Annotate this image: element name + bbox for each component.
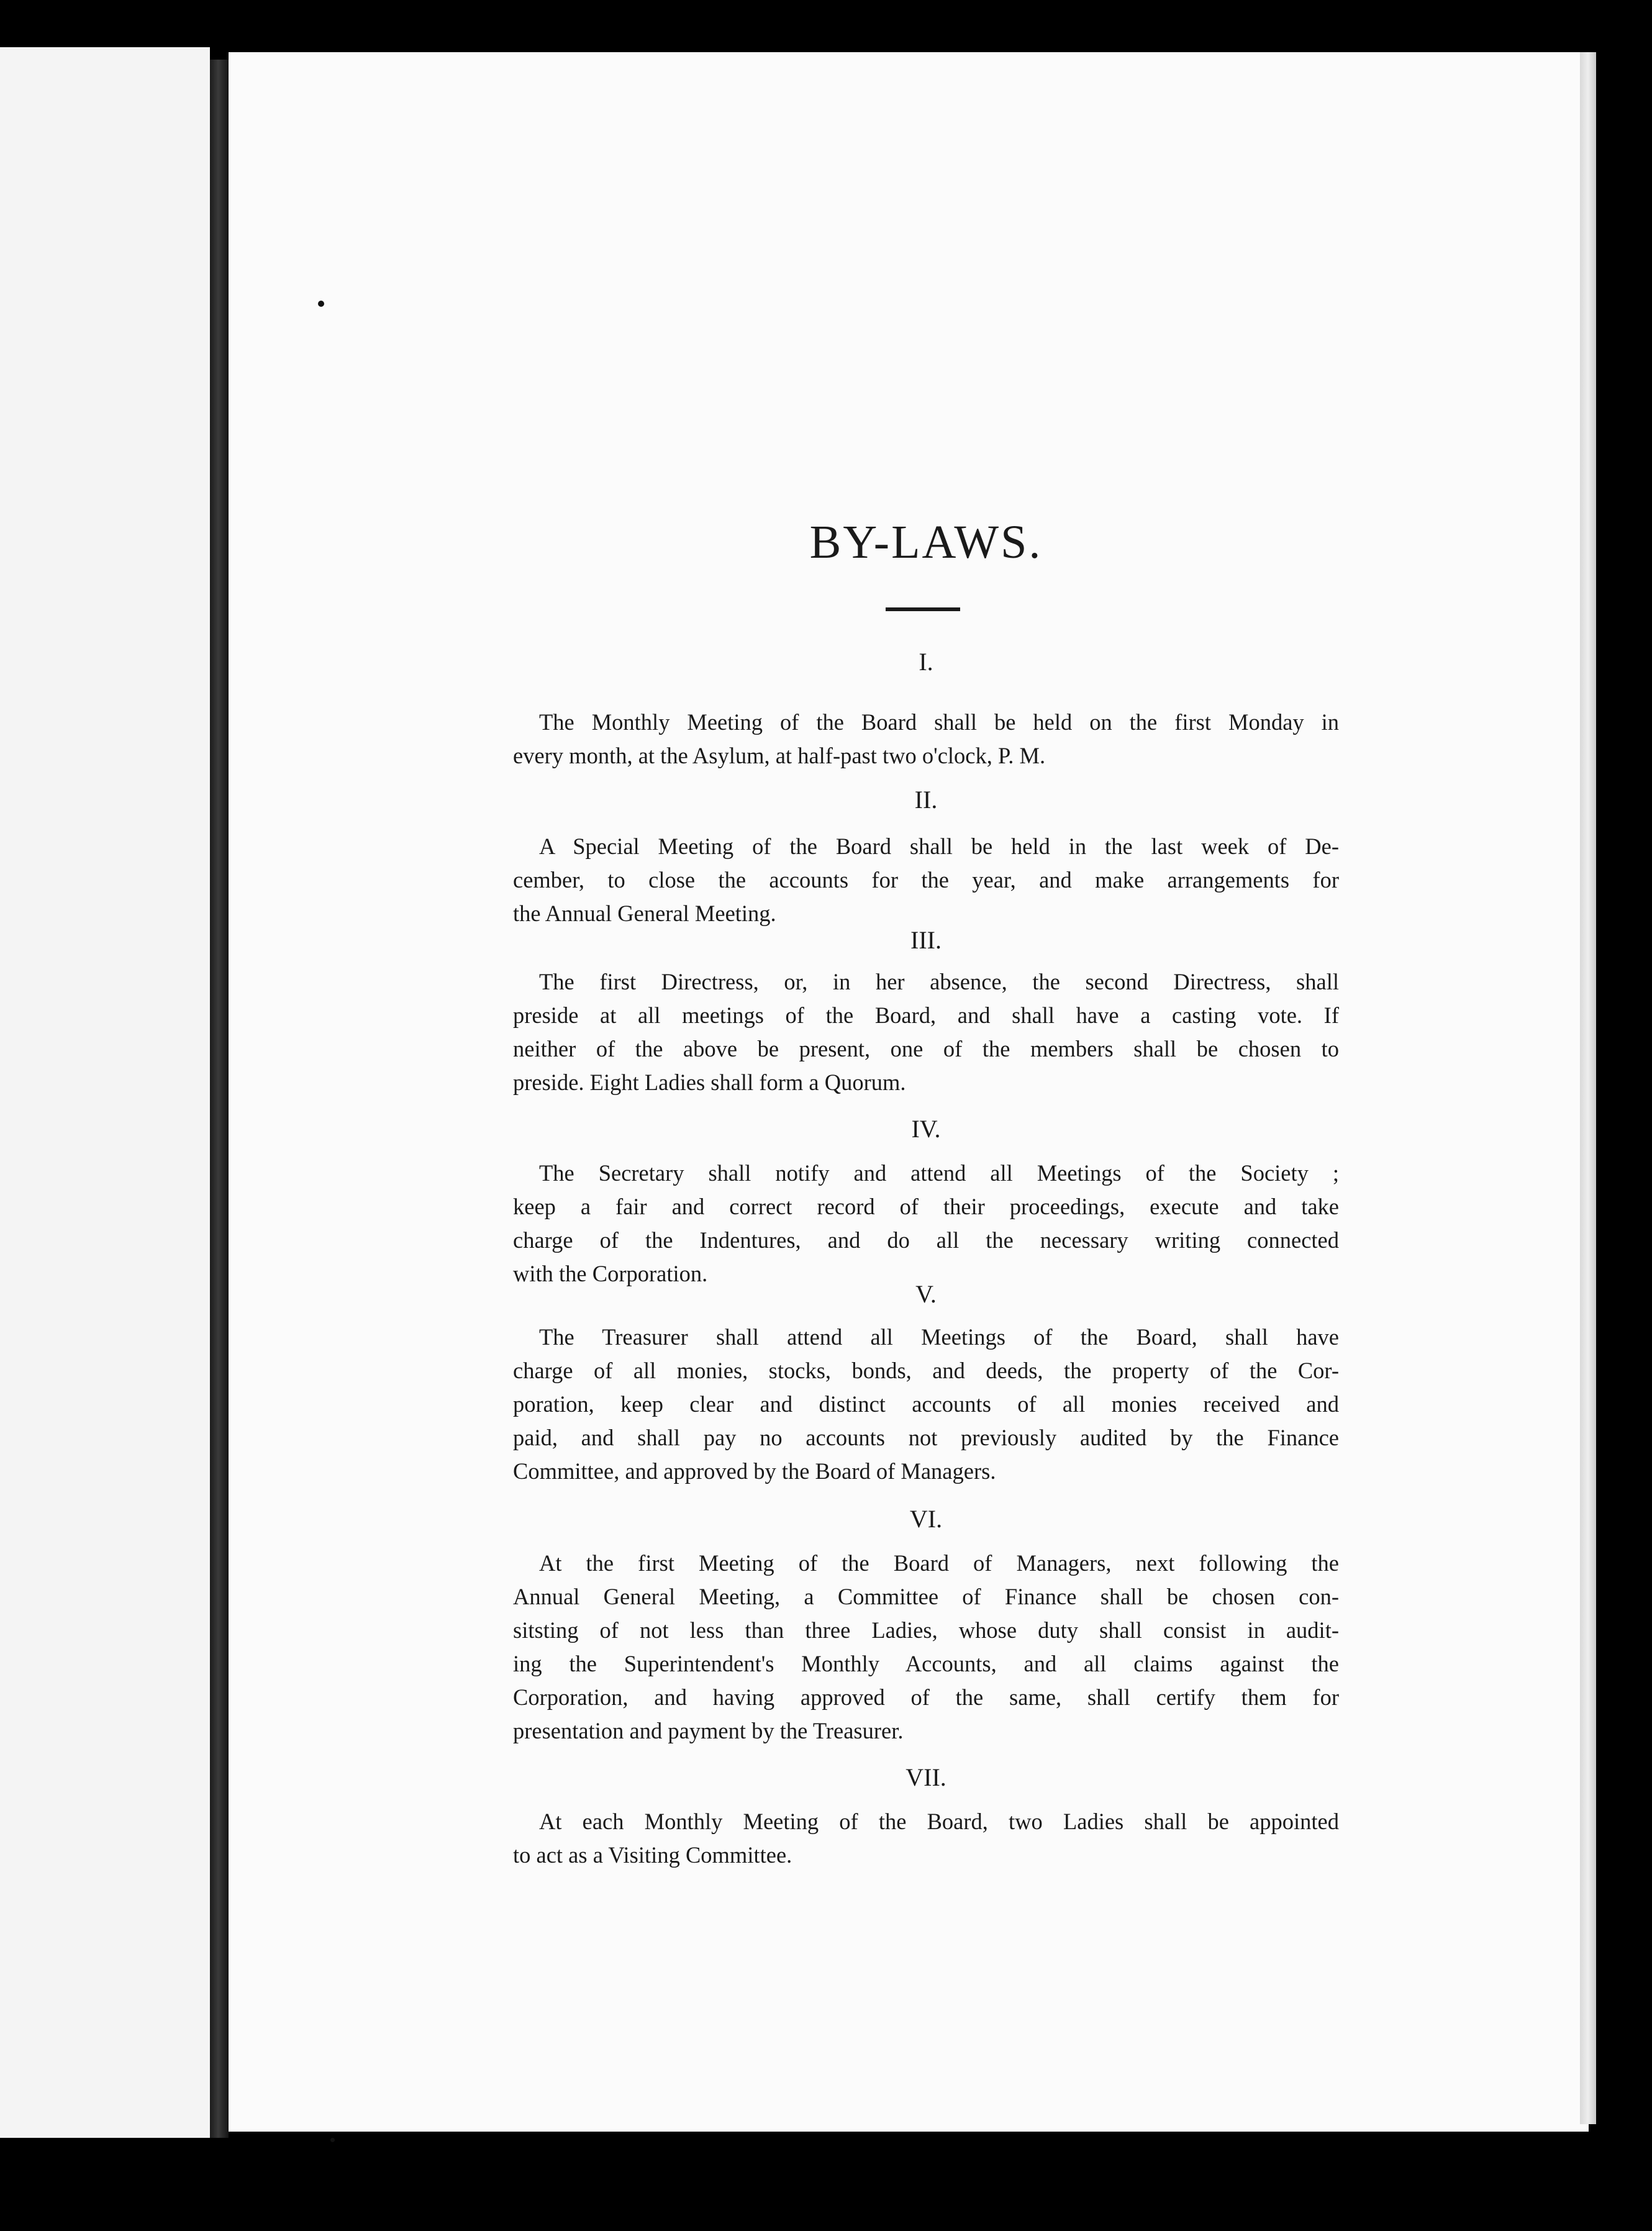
article-text: [513, 1805, 1339, 1872]
text-line: The Treasurer shall attend all Meetings of the Board, shall have: [539, 1324, 1339, 1350]
article-text: [513, 965, 1339, 1099]
text-line: presentation and payment by the Treasurer.: [513, 1718, 904, 1743]
ink-speck: [318, 301, 324, 307]
article-text: [513, 830, 1339, 930]
text-line: paid, and shall pay no accounts not previously audited by the Finance: [513, 1425, 1339, 1450]
text-line: neither of the above be present, one of the members shall be chosen to: [513, 1036, 1339, 1061]
text-line: the Annual General Meeting.: [513, 901, 776, 926]
article-numeral: V.: [915, 1280, 937, 1308]
article-3: [513, 924, 1339, 1099]
text-line: preside. Eight Ladies shall form a Quorum.: [513, 1070, 906, 1095]
article-text: [513, 1156, 1339, 1291]
text-line: every month, at the Asylum, at half-past two o'clock, P. M.: [513, 743, 1046, 768]
left-facing-page: [0, 47, 210, 2138]
text-line: keep a fair and correct record of their proceedings, execute and take: [513, 1194, 1339, 1219]
article-1: [513, 646, 1339, 773]
text-line: At the first Meeting of the Board of Managers, next following the: [539, 1550, 1339, 1576]
text-line: A Special Meeting of the Board shall be held in the last week of De-: [539, 834, 1339, 859]
text-line: ing the Superintendent's Monthly Accounts, and all claims against the: [513, 1651, 1339, 1676]
text-line: Annual General Meeting, a Committee of Finance shall be chosen con-: [513, 1584, 1339, 1609]
title-rule: [886, 607, 960, 611]
article-numeral: III.: [910, 926, 942, 954]
article-6: [513, 1503, 1339, 1748]
article-numeral: I.: [919, 648, 933, 676]
text-line: poration, keep clear and distinct accounts of all monies received and: [513, 1391, 1339, 1417]
text-line: charge of all monies, stocks, bonds, and deeds, the property of the Cor-: [513, 1358, 1339, 1383]
article-7: [513, 1761, 1339, 1872]
text-line: The first Directress, or, in her absence, the second Directress, shall: [539, 969, 1339, 994]
article-text: [513, 1547, 1339, 1748]
text-line: cember, to close the accounts for the year, and make arrangements for: [513, 867, 1339, 893]
text-line: sitsting of not less than three Ladies, whose duty shall consist in audit-: [513, 1617, 1339, 1643]
page-edge: [1580, 52, 1596, 2124]
text-line: with the Corporation.: [513, 1261, 708, 1286]
article-numeral: II.: [914, 786, 938, 814]
text-line: The Secretary shall notify and attend all Meetings of the Society ;: [539, 1160, 1339, 1186]
article-text: [513, 1320, 1339, 1488]
article-numeral: IV.: [911, 1115, 941, 1143]
text-line: Committee, and approved by the Board of Managers.: [513, 1458, 996, 1484]
text-line: Corporation, and having approved of the same, shall certify them for: [513, 1684, 1339, 1710]
text-line: preside at all meetings of the Board, and shall have a casting vote. If: [513, 1002, 1339, 1028]
article-5: [513, 1278, 1339, 1488]
text-line: charge of the Indentures, and do all the necessary writing connected: [513, 1227, 1339, 1253]
text-line: At each Monthly Meeting of the Board, two Ladies shall be appointed: [539, 1809, 1339, 1834]
article-4: [513, 1113, 1339, 1291]
article-numeral: VI.: [909, 1505, 943, 1533]
article-text: [513, 706, 1339, 773]
page-title: BY-LAWS.: [809, 516, 1043, 568]
ink-speck: [330, 2138, 335, 2142]
book-binding: [210, 60, 229, 2138]
text-line: The Monthly Meeting of the Board shall be held on the first Monday in: [539, 709, 1339, 735]
article-numeral: VII.: [905, 1763, 946, 1791]
article-2: [513, 784, 1339, 930]
text-line: to act as a Visiting Committee.: [513, 1842, 792, 1868]
